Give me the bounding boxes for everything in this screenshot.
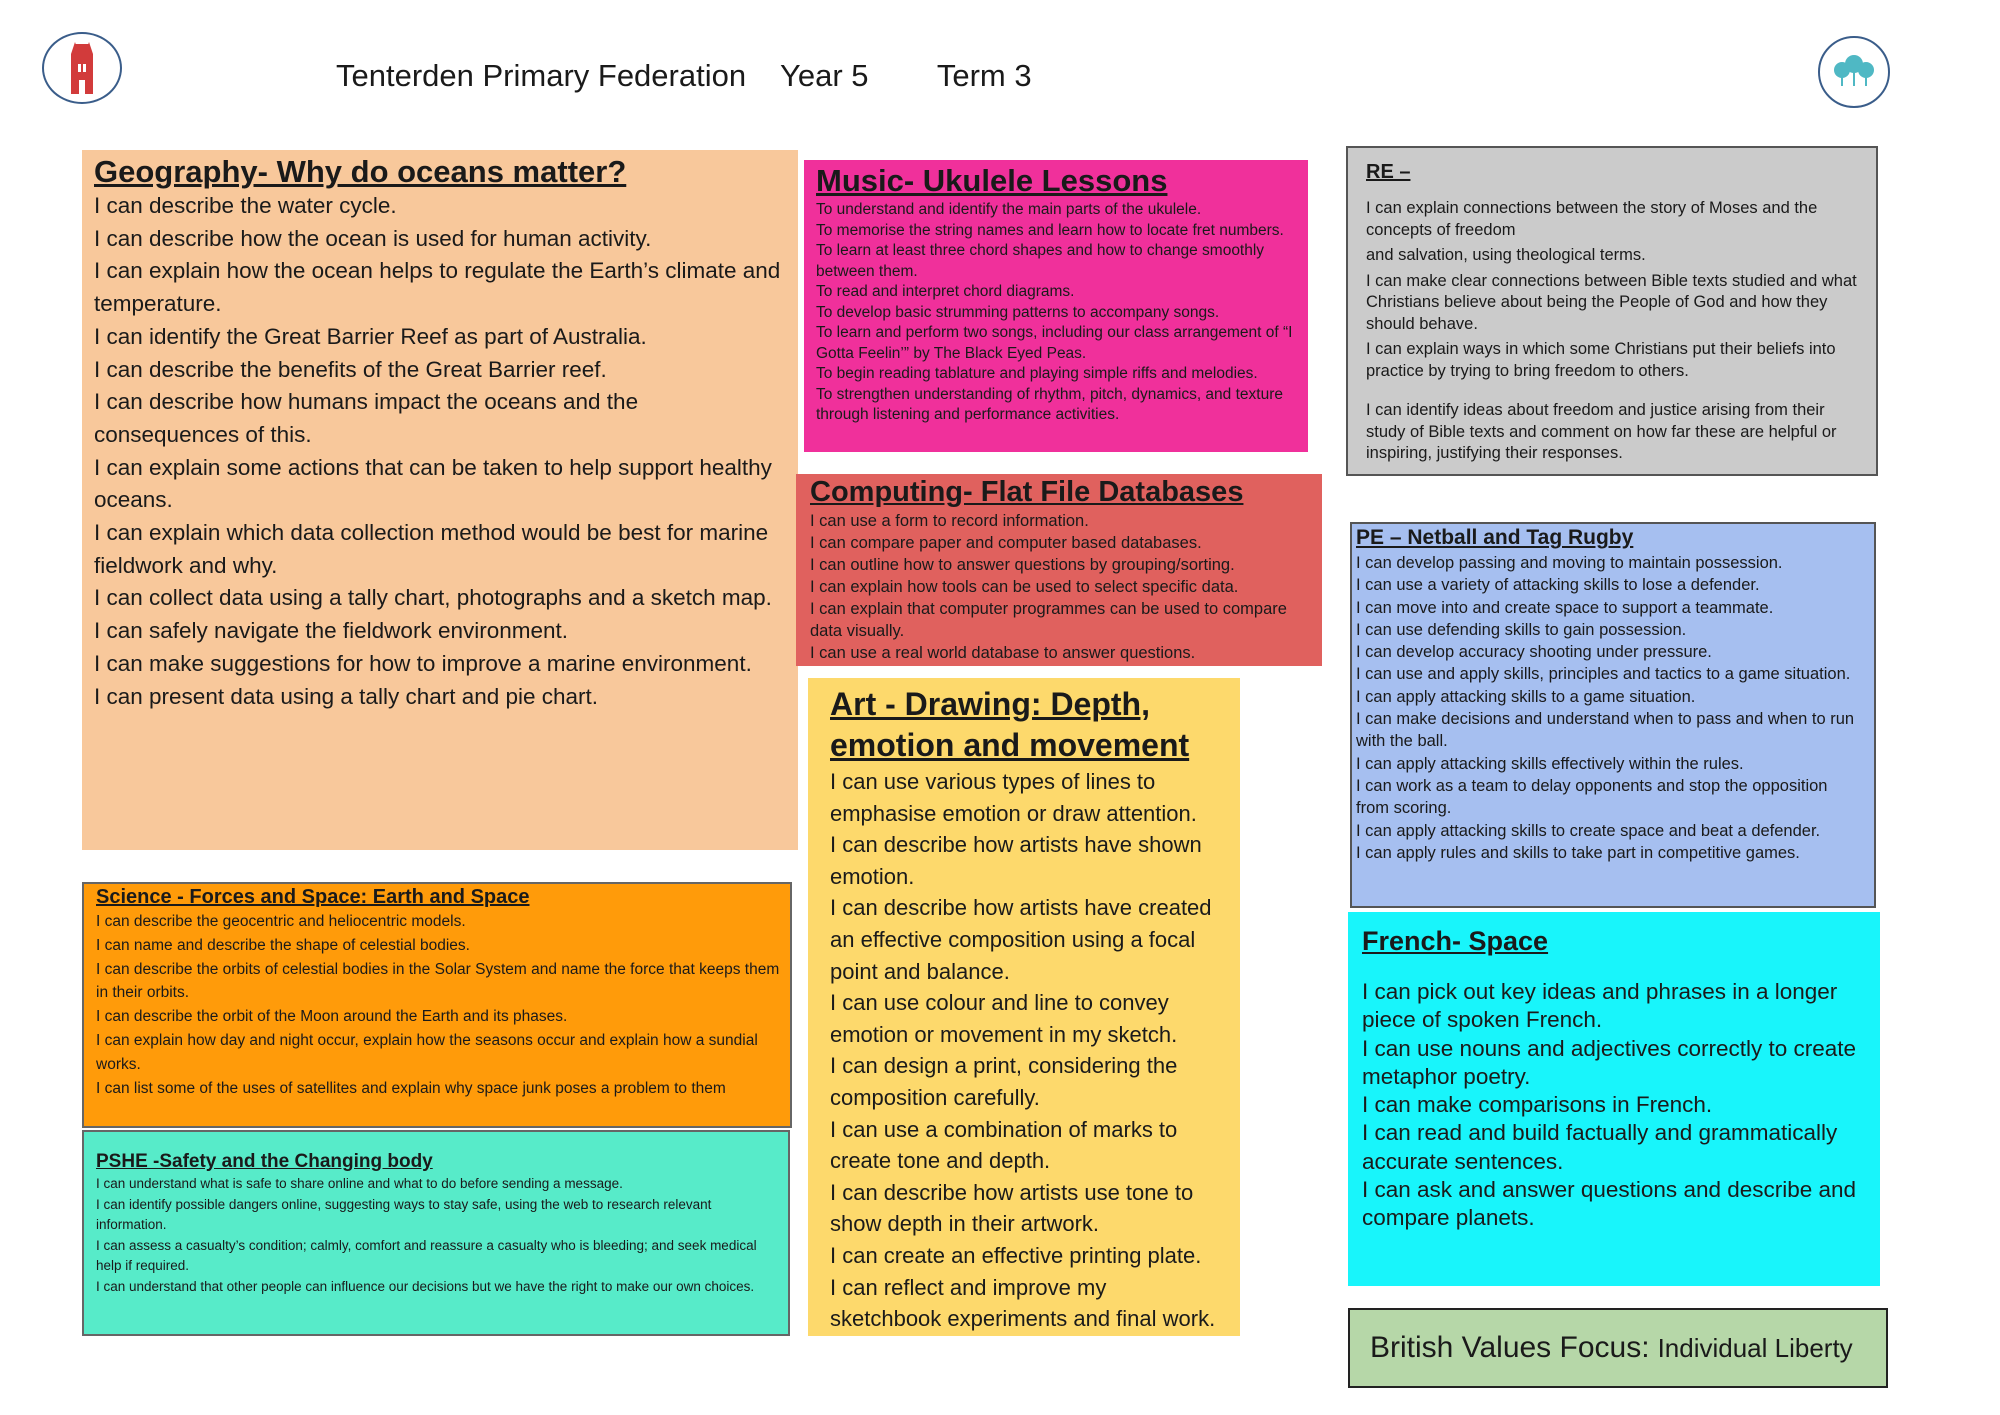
- re-panel: [1346, 146, 1878, 476]
- geography-panel: [82, 150, 798, 850]
- british-values-value: Individual Liberty: [1657, 1332, 1853, 1363]
- pe-title: PE – Netball and Tag Rugby: [1356, 526, 1634, 549]
- french-panel: [1348, 912, 1880, 1286]
- list-item: I can describe how the ocean is used for human activity.: [94, 225, 652, 251]
- list-item: I can describe how artists use tone to show depth in their artwork.: [830, 1179, 1194, 1237]
- list-item: I can work as a team to delay opponents and stop the opposition from scoring.: [1356, 776, 1828, 818]
- list-item: I can use a form to record information.: [810, 512, 1089, 530]
- list-item: I can apply attacking skills to a game situation.: [1356, 687, 1696, 706]
- re-title: RE –: [1366, 161, 1411, 183]
- list-item: I can describe the orbit of the Moon around the Earth and its phases.: [96, 1008, 568, 1026]
- list-item: I can explain ways in which some Christians put their beliefs into practice by trying to bring freedom to others.: [1366, 340, 1836, 380]
- british-values-label: British Values Focus:: [1370, 1331, 1650, 1364]
- music-list: [816, 200, 1296, 426]
- list-item: I can present data using a tally chart and pie chart.: [94, 683, 599, 709]
- list-item: I can identify possible dangers online, suggesting ways to stay safe, using the web to research relevant information.: [96, 1196, 712, 1233]
- list-item: I can identify the Great Barrier Reef as part of Australia.: [94, 323, 647, 349]
- list-item: I can explain which data collection method would be best for marine fieldwork and why.: [94, 520, 769, 578]
- list-item: I can create an effective printing plate.: [830, 1242, 1202, 1268]
- list-item: I can safely navigate the fieldwork environment.: [94, 618, 569, 644]
- list-item: I can list some of the uses of satellites and explain why space junk poses a problem to them: [96, 1079, 726, 1097]
- art-list: [830, 766, 1220, 1335]
- music-panel: [804, 160, 1308, 452]
- list-item: I can use a combination of marks to create tone and depth.: [830, 1116, 1178, 1174]
- list-item: I can pick out key ideas and phrases in a longer piece of spoken French.: [1362, 979, 1838, 1033]
- list-item: I can describe how artists have created an effective composition using a focal point and balance.: [830, 895, 1212, 984]
- list-item: I can read and build factually and grammatically accurate sentences.: [1362, 1120, 1838, 1174]
- list-item: I can identify ideas about freedom and justice arising from their study of Bible texts and comment on how far these are helpful or inspiring, justifying their responses.: [1366, 401, 1837, 462]
- list-item: I can use a variety of attacking skills to lose a defender.: [1356, 576, 1760, 595]
- list-item: I can make clear connections between Bible texts studied and what Christians believe about being the People of God and how they should behave.: [1366, 271, 1857, 333]
- list-item: I can use nouns and adjectives correctly to create metaphor poetry.: [1362, 1035, 1857, 1089]
- list-item: I can apply attacking skills effectively within the rules.: [1356, 754, 1744, 773]
- pshe-title: PSHE -Safety and the Changing body: [96, 1151, 433, 1172]
- list-item: I can collect data using a tally chart, photographs and a sketch map.: [94, 585, 772, 611]
- pe-panel: [1350, 522, 1876, 908]
- list-item: I can make decisions and understand when to pass and when to run with the ball.: [1356, 710, 1855, 751]
- computing-panel: [796, 474, 1322, 666]
- trees-icon: [1818, 36, 1890, 108]
- list-item: I can develop accuracy shooting under pressure.: [1356, 643, 1712, 662]
- list-item: I can describe the geocentric and heliocentric models.: [96, 913, 466, 930]
- list-item: I can explain that computer programmes can be used to compare data visually.: [810, 600, 1287, 640]
- science-list: [96, 910, 780, 1100]
- list-item: To strengthen understanding of rhythm, pitch, dynamics, and texture through listening and performance activities.: [816, 385, 1283, 423]
- list-item: I can assess a casualty’s condition; calmly, comfort and reassure a casualty who is bleeding; and seek medical help if required.: [96, 1237, 757, 1274]
- list-item: I can use various types of lines to emphasise emotion or draw attention.: [830, 769, 1197, 826]
- page-header: [336, 58, 1032, 94]
- list-item: To begin reading tablature and playing simple riffs and melodies.: [816, 365, 1258, 382]
- list-item: To memorise the string names and learn how to locate fret numbers.: [816, 221, 1284, 239]
- list-item: I can name and describe the shape of celestial bodies.: [96, 936, 470, 954]
- list-item: I can apply attacking skills to create space and beat a defender.: [1356, 821, 1821, 840]
- list-item: I can describe how humans impact the oceans and the consequences of this.: [94, 389, 639, 447]
- list-item: I can outline how to answer questions by grouping/sorting.: [810, 556, 1235, 574]
- pshe-panel: [82, 1130, 790, 1336]
- list-item: I can apply rules and skills to take part in competitive games.: [1356, 843, 1800, 862]
- re-list: [1366, 198, 1860, 465]
- list-item: I can explain how tools can be used to select specific data.: [810, 578, 1239, 596]
- school-name: Tenterden Primary Federation: [336, 58, 747, 93]
- computing-list: [810, 510, 1310, 664]
- list-item: and salvation, using theological terms.: [1366, 246, 1646, 264]
- list-item: To learn at least three chord shapes and how to change smoothly between them.: [816, 242, 1265, 280]
- list-item: I can make suggestions for how to improve a marine environment.: [94, 650, 752, 676]
- year-group: Year 5: [780, 58, 869, 93]
- list-item: I can explain some actions that can be taken to help support healthy oceans.: [94, 454, 772, 513]
- list-item: I can develop passing and moving to maintain possession.: [1356, 554, 1783, 572]
- science-title: Science - Forces and Space: Earth and Space: [96, 886, 530, 908]
- geography-title: Geography- Why do oceans matter?: [94, 154, 627, 189]
- list-item: I can explain how day and night occur, explain how the seasons occur and explain how a sundial works.: [96, 1031, 758, 1073]
- list-item: To understand and identify the main parts of the ukulele.: [816, 201, 1202, 218]
- list-item: I can describe the water cycle.: [94, 193, 397, 218]
- list-item: I can make comparisons in French.: [1362, 1092, 1713, 1118]
- french-list: [1362, 978, 1866, 1233]
- list-item: I can describe how artists have shown emotion.: [830, 832, 1202, 889]
- list-item: I can use a real world database to answer questions.: [810, 644, 1196, 662]
- list-item: To develop basic strumming patterns to accompany songs.: [816, 303, 1220, 321]
- list-item: I can understand what is safe to share online and what to do before sending a message.: [96, 1176, 623, 1191]
- music-title: Music- Ukulele Lessons: [816, 163, 1168, 198]
- list-item: To learn and perform two songs, including our class arrangement of “I Gotta Feelin’” by The Black Eyed Peas.: [816, 324, 1293, 362]
- list-item: I can describe the orbits of celestial bodies in the Solar System and name the force that keeps them in their orbits.: [96, 960, 780, 1002]
- pshe-list: [96, 1174, 778, 1298]
- list-item: I can explain connections between the story of Moses and the concepts of freedom: [1366, 199, 1818, 239]
- term-label: Term 3: [936, 58, 1032, 93]
- science-panel: [82, 882, 792, 1128]
- list-item: I can understand that other people can influence our decisions but we have the right to make our own choices.: [96, 1278, 755, 1294]
- list-item: I can ask and answer questions and describe and compare planets.: [1362, 1177, 1857, 1231]
- list-item: I can compare paper and computer based databases.: [810, 534, 1202, 552]
- computing-title: Computing- Flat File Databases: [810, 476, 1244, 508]
- art-title: Art - Drawing: Depth, emotion and movement: [830, 686, 1190, 763]
- list-item: I can move into and create space to support a teammate.: [1356, 598, 1774, 617]
- list-item: I can use colour and line to convey emotion or movement in my sketch.: [830, 990, 1178, 1047]
- art-panel: [808, 678, 1240, 1336]
- list-item: I can reflect and improve my sketchbook experiments and final work.: [830, 1274, 1216, 1332]
- british-values-box: [1348, 1308, 1888, 1388]
- geography-list: [94, 190, 786, 713]
- church-tower-icon: [42, 32, 122, 104]
- list-item: I can design a print, considering the composition carefully.: [830, 1053, 1178, 1110]
- list-item: I can explain how the ocean helps to regulate the Earth’s climate and temperature.: [94, 258, 781, 317]
- pe-list: [1356, 552, 1864, 864]
- list-item: I can use and apply skills, principles and tactics to a game situation.: [1356, 665, 1851, 684]
- list-item: To read and interpret chord diagrams.: [816, 283, 1075, 300]
- list-item: I can use defending skills to gain possession.: [1356, 620, 1687, 639]
- french-title: French- Space: [1362, 926, 1549, 956]
- list-item: I can describe the benefits of the Great Barrier reef.: [94, 356, 607, 382]
